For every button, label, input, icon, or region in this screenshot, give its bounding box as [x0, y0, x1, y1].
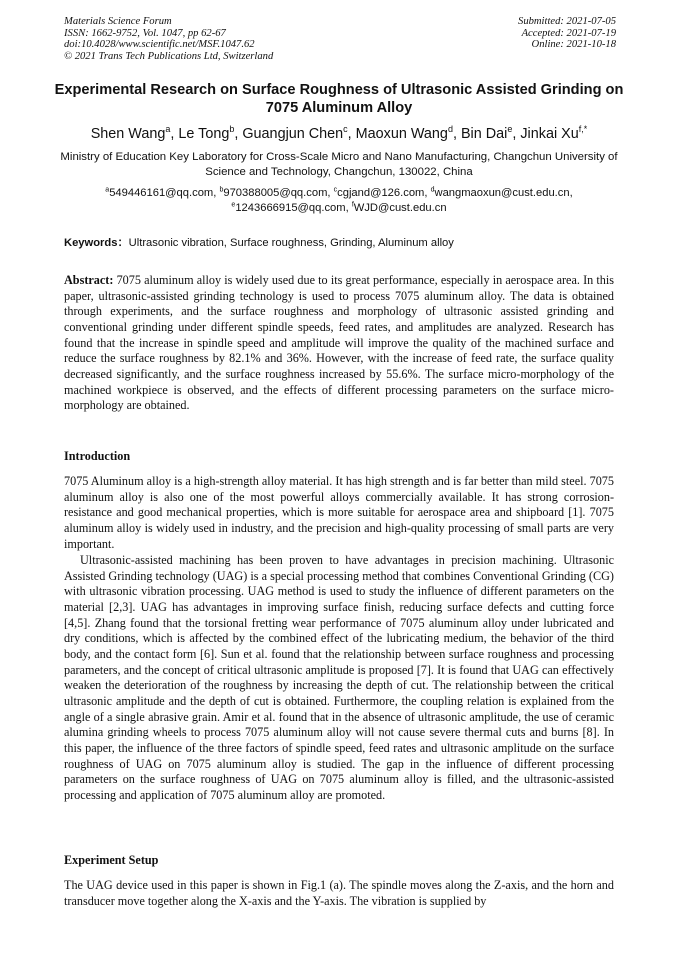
journal-copyright: © 2021 Trans Tech Publications Ltd, Switzerland [64, 50, 274, 62]
email: $^e$1243666915@qq.com, [231, 201, 352, 214]
email: $^d$wangmaoxun@cust.edu.cn, [430, 186, 573, 199]
journal-issn: ISSN: 1662-9752, Vol. 1047, pp 62-67 [64, 27, 226, 39]
email-line [50, 201, 628, 216]
paper-title: Experimental Research on Surface Roughness of Ultrasonic Assisted Grinding on 7075 Aluminum Alloy [54, 82, 624, 116]
email-line [50, 186, 628, 201]
author: Guangjun Chen$^c$, [242, 124, 356, 142]
introduction-paragraph-1: 7075 Aluminum alloy is a high-strength alloy material. It has high strength and is far better than mild steel. 7075 aluminum alloy is also one of the most powerful alloys commercially available. It has strong corrosion-resistance and good mechanical properties, which is more suitable for aerospace area and shipboard [1]. 7075 aluminum alloy is widely used in industry, and the precision and high-quality processing of small parts are very important. [64, 474, 614, 551]
journal-doi: doi:10.4028/www.scientific.net/MSF.1047.62 [64, 39, 255, 51]
section-heading-experiment-setup: Experiment Setup [64, 853, 159, 867]
email: $^a$549446161@qq.com, [105, 186, 220, 199]
section-heading-introduction: Introduction [64, 449, 131, 463]
submission-dates [518, 16, 616, 51]
keywords-text: Ultrasonic vibration, Surface roughness, Grinding, Aluminum alloy [128, 237, 454, 249]
email: $^c$cgjand@126.com, [333, 186, 431, 199]
email: $^b$970388005@qq.com, [219, 186, 334, 199]
author-list [20, 126, 658, 143]
abstract-label: Abstract: [64, 273, 114, 287]
author-emails [50, 186, 628, 216]
date-accepted: Accepted: 2021-07-19 [521, 27, 616, 39]
author: Maoxun Wang$^d$, [355, 124, 461, 142]
affiliation: Ministry of Education Key Laboratory for Cross-Scale Micro and Nano Manufacturing, Changchun University of Science and Technology, Changchun, 130022, China [60, 151, 618, 178]
journal-name: Materials Science Forum [64, 16, 172, 27]
date-submitted: Submitted: 2021-07-05 [518, 16, 616, 27]
experiment-setup-paragraph: The UAG device used in this paper is shown in Fig.1 (a). The spindle moves along the Z-axis, and the horn and transducer move together along the X-axis and the Y-axis. The vibration is supplied by [64, 878, 614, 908]
journal-info [64, 16, 273, 62]
abstract-text: 7075 aluminum alloy is widely used due to its great performance, especially in aerospace area. In this paper, ultrasonic-assisted grinding technology is used to process 7075 aluminum alloy. The data is obtained through experiments, and the surface roughness and morphology of ultrasonic assisted grinding and conventional grinding under different spindle speeds, feed rates, and amplitudes are analyzed. Research has found that the increase in spindle speed and amplitude will improve the quality of the machined surface and reduce the surface roughness by 82.1% and 36%. However, with the increase of feed rate, the surface quality decreased significantly, and the surface roughness increased by 55.6%. The surface micro-morphology of the machined workpiece is observed, and the effects of different processing parameters on the surface micro-morphology are obtained. [64, 273, 614, 413]
author: Jinkai $Xu^{f,*}$ [520, 124, 588, 142]
keywords-label: Keywords： [64, 237, 129, 249]
abstract [64, 273, 614, 414]
keywords [64, 236, 624, 250]
author: Bin Dai$^e$, [460, 124, 521, 142]
email: $^f$WJD@cust.edu.cn [351, 201, 447, 214]
author: Le Tong$^b$, [178, 124, 243, 142]
introduction-paragraph-2: Ultrasonic-assisted machining has been proven to have advantages in precision machining. Ultrasonic Assisted Grinding technology (UAG) is a special processing method that combines Conventional Grinding (CG) with ultrasonic vibration processing. UAG method is used to study the influence of different parameters on the material [2,3]. UAG has advantages in improving surface finish, reducing surface defects and cutting force [4,5]. Zhang found that the torsional fretting wear performance of 7075 aluminum alloy under lubricated and dry conditions, which is affected by the combined effect of the lubricating medium, the behavior of the third body, and the contact form [6]. Sun et al. found that the relationship between surface roughness and processing parameters, and the concept of critical ultrasonic amplitude is proposed [7]. It is found that UAG can effectively weaken the deterioration of the roughness by increasing the depth of cut. The relationship between the critical ultrasonic amplitude and the depth of cut is obtained. Furthermore, the coupling relation is explained from the angle of a single abrasive grain. Amir et al. found that in the absence of ultrasonic amplitude, the use of ceramic alumina grinding wheels to process 7075 aluminum alloy will not cause severe thermal cuts and burns [8]. In this paper, the influence of the three factors of spindle speed, feed rates and ultrasonic amplitude on the surface roughness of UAG on 7075 aluminum alloy is studied. The gap in the influence of different processing parameters on the surface roughness of UAG on 7075 aluminum alloy is filled, and the ultrasonic-assisted processing and application of 7075 aluminum alloy are promoted. [64, 553, 614, 802]
author: Shen Wang$^a$, [90, 124, 179, 142]
date-online: Online: 2021-10-18 [531, 39, 616, 51]
